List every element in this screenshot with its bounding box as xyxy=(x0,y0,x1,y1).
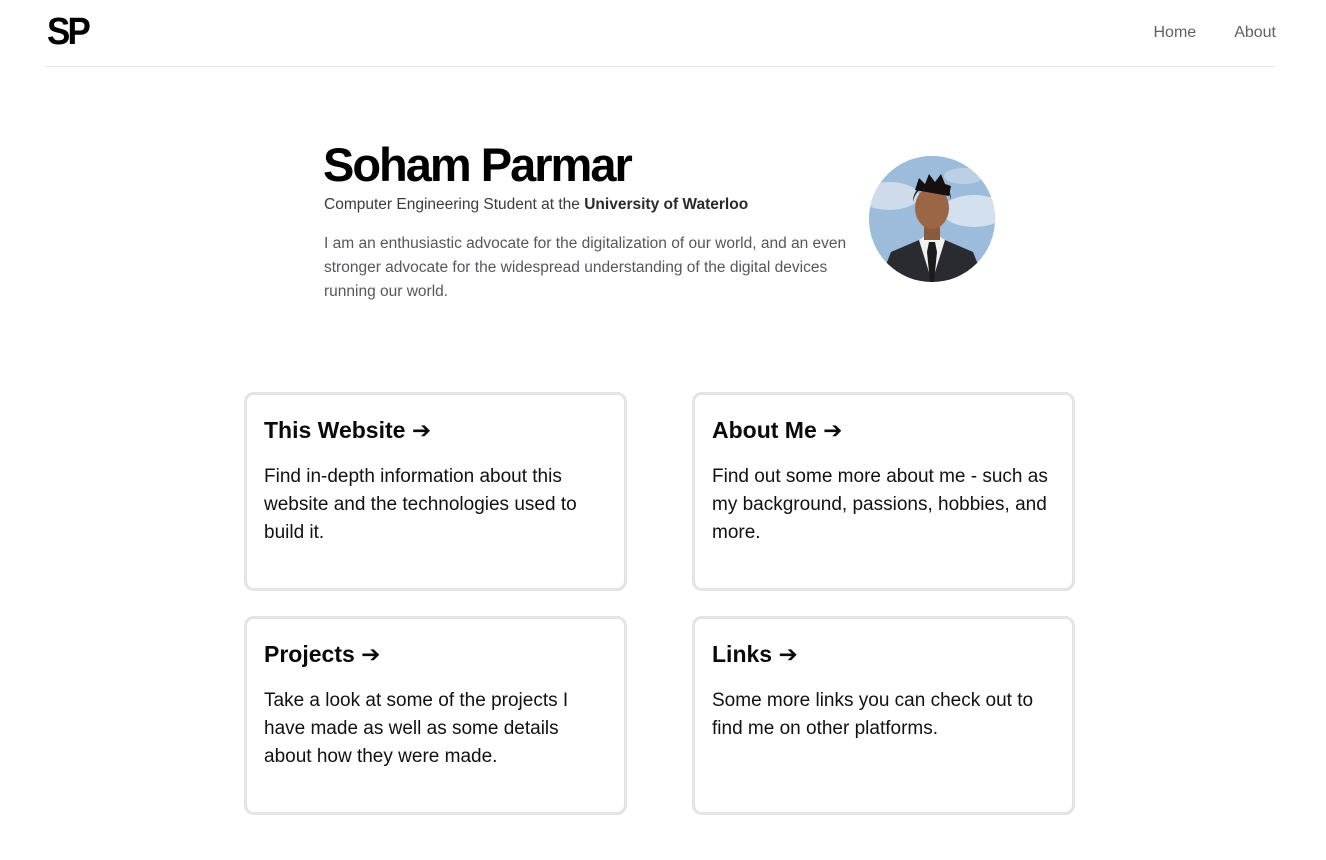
card-description: Find out some more about me - such as my background, passions, hobbies, and more. xyxy=(712,466,1048,543)
card-about-me[interactable] xyxy=(692,392,1075,591)
card-description: Find in-depth information about this website and the technologies used to build it. xyxy=(264,466,577,543)
card-this-website[interactable] xyxy=(244,392,627,591)
hero-subtitle-university: University of Waterloo xyxy=(584,196,749,213)
card-title: About Me ➔ xyxy=(712,417,843,443)
hero-subtitle-prefix: Computer Engineering Student at the xyxy=(324,196,585,213)
nav-link-about[interactable]: About xyxy=(1234,24,1276,41)
hero-description: I am an enthusiastic advocate for the digitalization of our world, and an even stronger advocate for the widespread understanding of the digital devices running our world. xyxy=(324,235,847,300)
hero-subtitle xyxy=(324,194,748,216)
hero-section xyxy=(323,136,1003,316)
main-nav xyxy=(1154,22,1277,44)
hero-name: Soham Parmar xyxy=(323,138,631,191)
card-projects[interactable] xyxy=(244,616,627,815)
card-links[interactable] xyxy=(692,616,1075,815)
card-title: Projects ➔ xyxy=(264,641,381,667)
profile-photo-illustration xyxy=(869,156,995,282)
site-logo[interactable]: SP xyxy=(47,11,89,53)
card-description: Take a look at some of the projects I have made as well as some details about how they were made. xyxy=(264,690,569,767)
card-description: Some more links you can check out to find me on other platforms. xyxy=(712,690,1034,739)
card-title: This Website ➔ xyxy=(264,417,432,443)
card-title: Links ➔ xyxy=(712,641,798,667)
profile-avatar xyxy=(869,156,995,282)
nav-link-home[interactable]: Home xyxy=(1153,24,1197,41)
site-header xyxy=(44,0,1276,67)
